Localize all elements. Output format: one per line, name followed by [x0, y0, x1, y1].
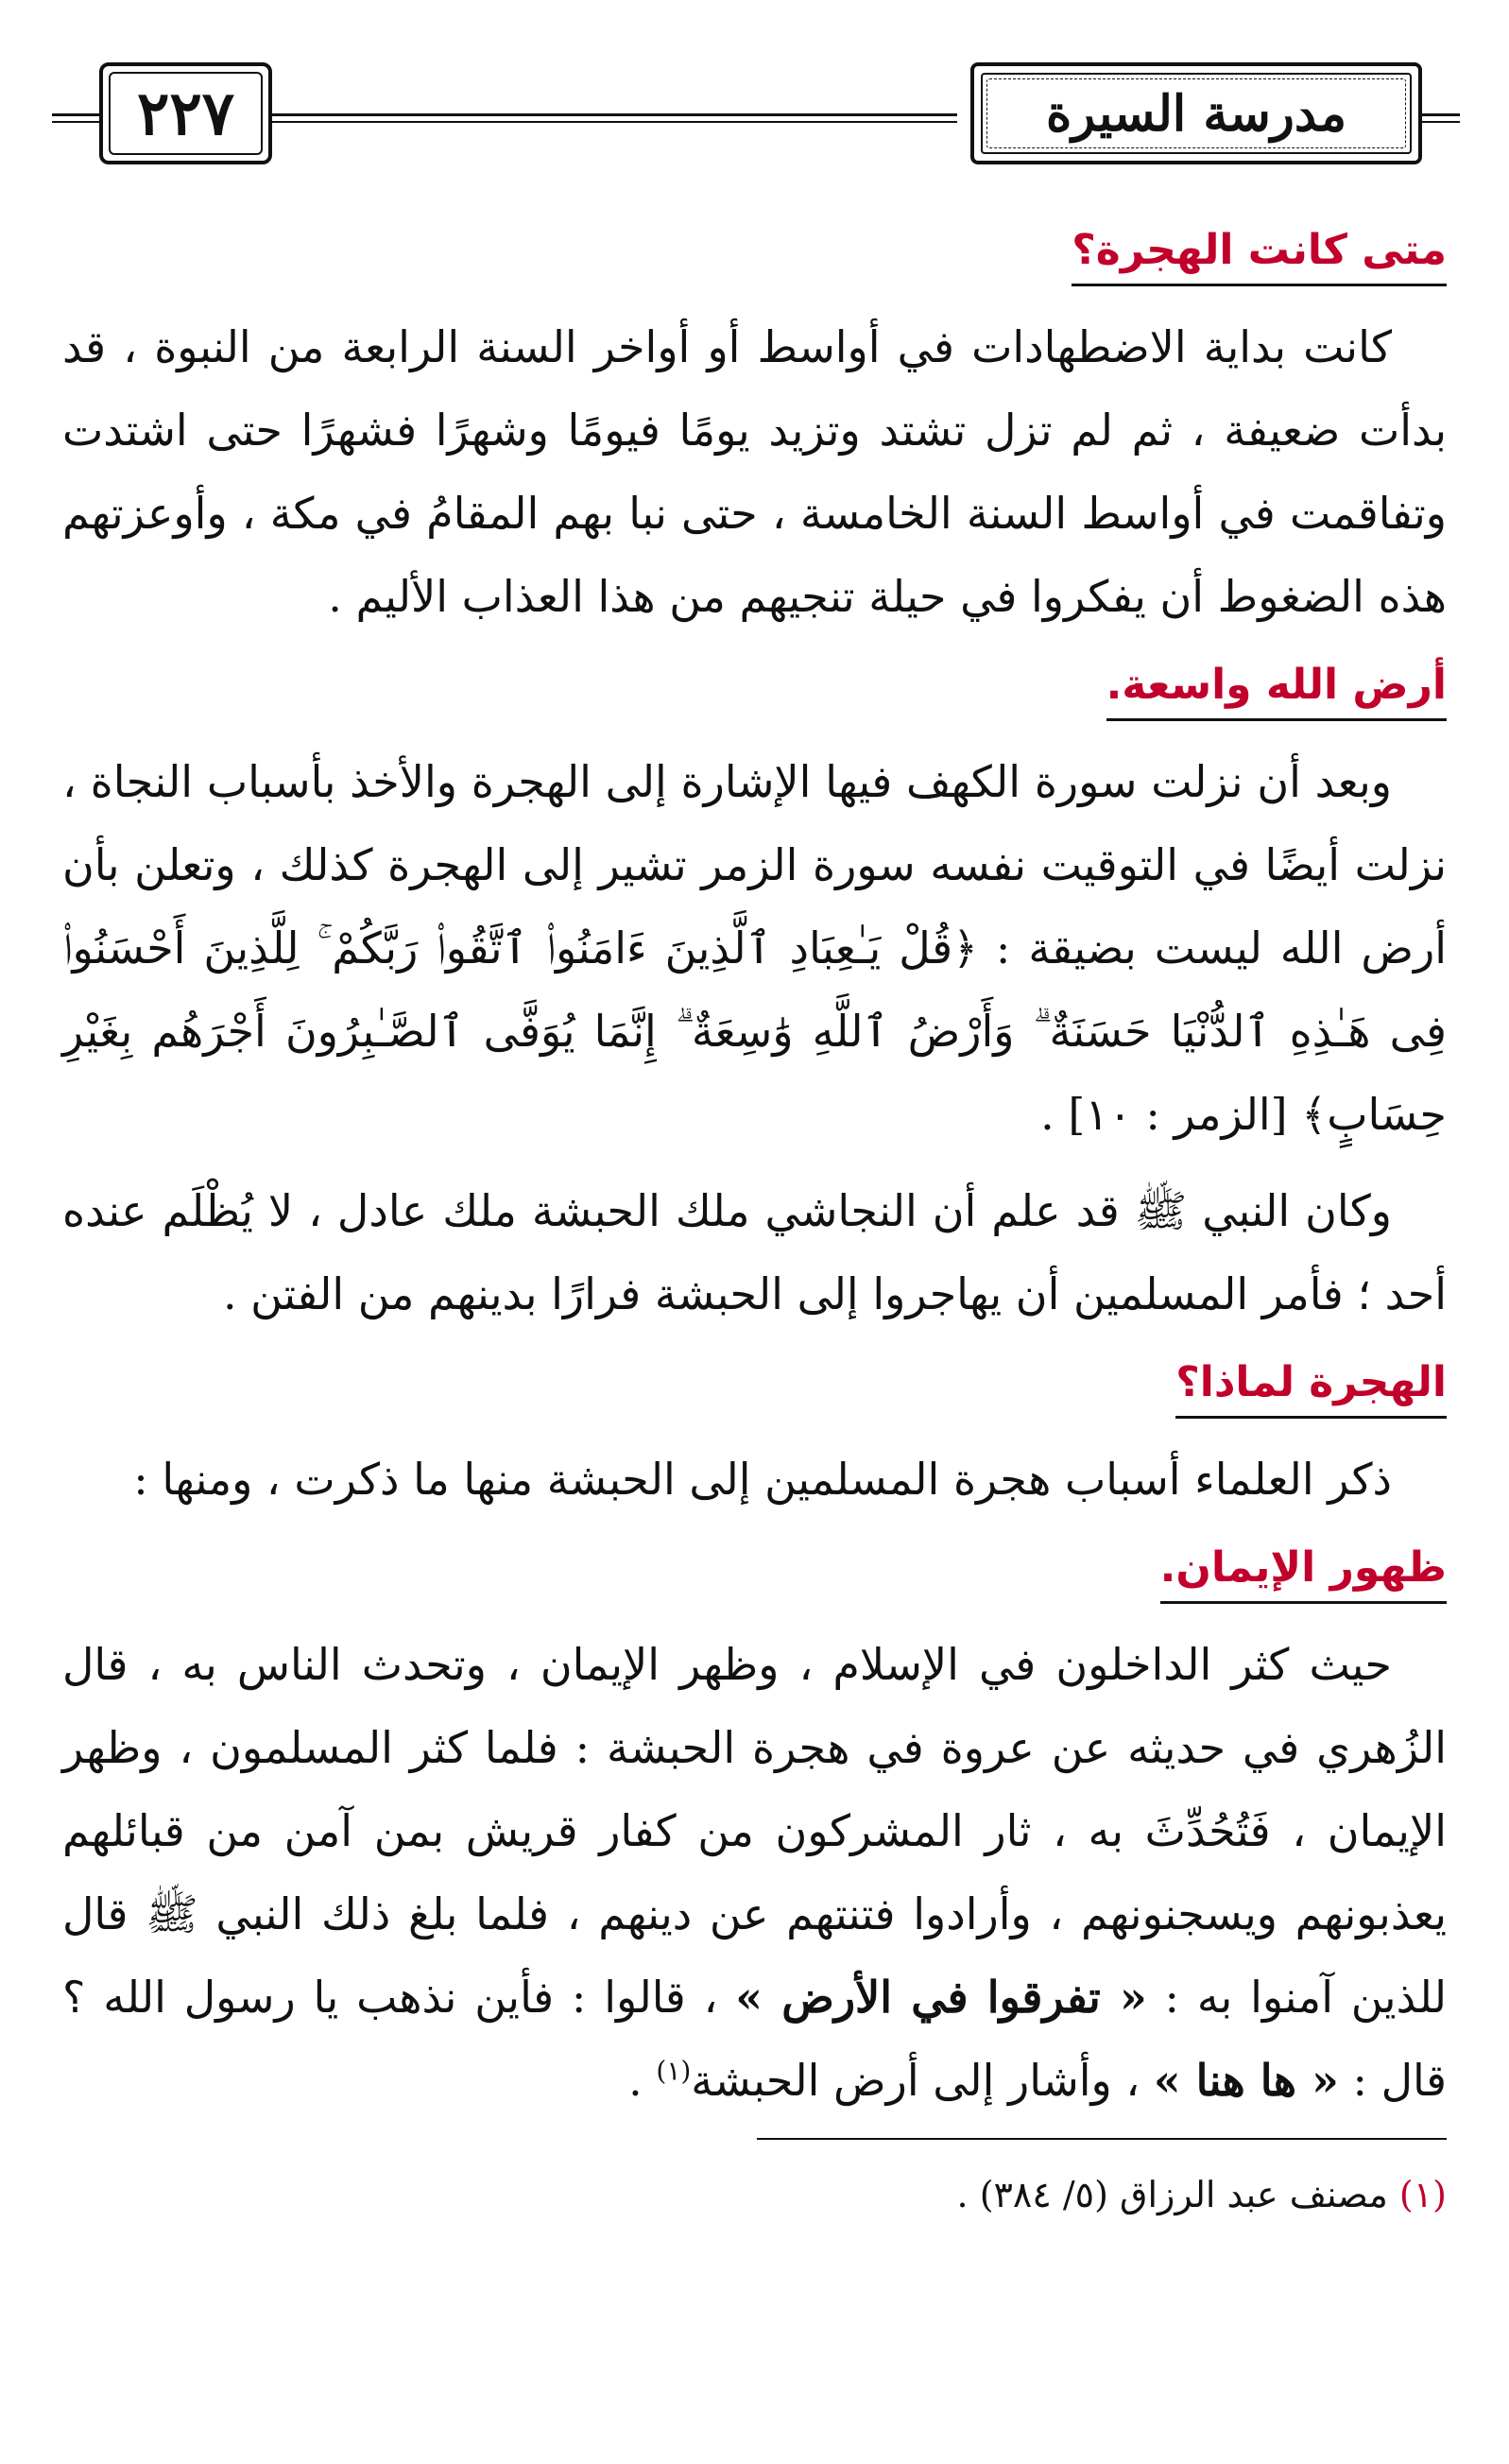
footnote-number: (١)	[1398, 2174, 1447, 2215]
paragraph-with-verse: وبعد أن نزلت سورة الكهف فيها الإشارة إلى الهجرة والأخذ بأسباب النجاة ، نزلت أيضًا في التوقيت نفسه سورة الزمر تشير إلى الهجرة كذلك ، وتعلن بأن أرض الله ليست بضيقة : ﴿قُلْ يَـٰعِبَادِ ٱلَّذِينَ ءَامَنُوا۟ ٱتَّقُوا۟ رَبَّكُمْ ۚ لِلَّذِينَ أَحْسَنُوا۟ فِى هَـٰذِهِ ٱلدُّنْيَا حَسَنَةٌ ۗ وَأَرْضُ ٱللَّهِ وَٰسِعَةٌ ۗ إِنَّمَا يُوَفَّى ٱلصَّـٰبِرُونَ أَجْرَهُم بِغَيْرِ حِسَابٍ﴾ [الزمر : ١٠] .	[62, 756, 1447, 1140]
paragraph: ذكر العلماء أسباب هجرة المسلمين إلى الحبشة منها ما ذكرت ، ومنها :	[133, 1454, 1392, 1505]
section-faith-appearance	[62, 1521, 1447, 2122]
page-number-frame	[99, 62, 272, 164]
paragraph-text: ، وأشار إلى أرض الحبشة	[691, 2055, 1140, 2106]
paragraph-text: حيث كثر الداخلون في الإسلام ، وظهر الإيمان ، وتحدث الناس به ، قال الزُهري في حديثه عن عروة في هجرة الحبشة : فلما كثر المسلمون ، وظهر الإيمان ، فَتُحُدِّثَ به ، ثار المشركون من كفار قريش بمن آمن من قبائلهم يعذبونهم ويسجنونهم ، وأرادوا فتنتهم عن دينهم ، فلما بلغ ذلك النبي ﷺ قال للذين آمنوا به :	[62, 1639, 1447, 2023]
paragraph	[62, 1623, 1447, 2122]
book-title: مدرسة السيرة	[1045, 84, 1347, 143]
footnote	[62, 2174, 1447, 2215]
section-heading: ظهور الإيمان.	[1160, 1543, 1447, 1604]
footnote-separator	[757, 2138, 1447, 2140]
section-earth-is-wide	[62, 638, 1447, 1335]
paragraph: وكان النبي ﷺ قد علم أن النجاشي ملك الحبشة ملك عادل ، لا يُظْلَم عنده أحد ؛ فأمر المسلمين أن يهاجروا إلى الحبشة فرارًا بدينهم من الفتن .	[62, 1185, 1447, 1319]
book-title-frame	[970, 62, 1422, 164]
header-rule-right-thin	[1422, 121, 1460, 123]
hadith-quote: « تفرقوا في الأرض »	[735, 1972, 1147, 2023]
footnote-reference[interactable]: (١)	[656, 2055, 692, 2087]
paragraph-text: ، قالوا : فأين نذهب يا رسول الله ؟ قال :	[62, 1972, 1447, 2106]
header-rule-middle-thin	[267, 121, 957, 123]
page-body	[62, 203, 1447, 2122]
header-rule-left-thin	[52, 121, 104, 123]
section-when-hijra	[62, 203, 1447, 638]
section-heading: أرض الله واسعة.	[1106, 661, 1447, 721]
paragraph: كانت بداية الاضطهادات في أواسط أو أواخر السنة الرابعة من النبوة ، قد بدأت ضعيفة ، ثم لم تزل تشتد وتزيد يومًا فيومًا وشهرًا فشهرًا حتى اشتدت وتفاقمت في أواسط السنة الخامسة ، حتى نبا بهم المقامُ في مكة ، وأوعزتهم هذه الضغوط أن يفكروا في حيلة تنجيهم من هذا العذاب الأليم .	[62, 321, 1447, 622]
section-why-hijra	[62, 1335, 1447, 1521]
hadith-quote: « ها هنا »	[1153, 2055, 1339, 2106]
page-header	[52, 55, 1460, 187]
footnote-text: مصنف عبد الرزاق (٥/ ٣٨٤) .	[956, 2174, 1388, 2215]
paragraph-end-mark: .	[628, 2055, 643, 2106]
header-rule-right	[1422, 113, 1460, 116]
page-number: ٢٢٧	[136, 78, 235, 149]
section-heading: متى كانت الهجرة؟	[1072, 226, 1447, 286]
header-rule-left	[52, 113, 104, 116]
header-rule-middle	[267, 113, 957, 116]
section-heading: الهجرة لماذا؟	[1175, 1358, 1447, 1419]
